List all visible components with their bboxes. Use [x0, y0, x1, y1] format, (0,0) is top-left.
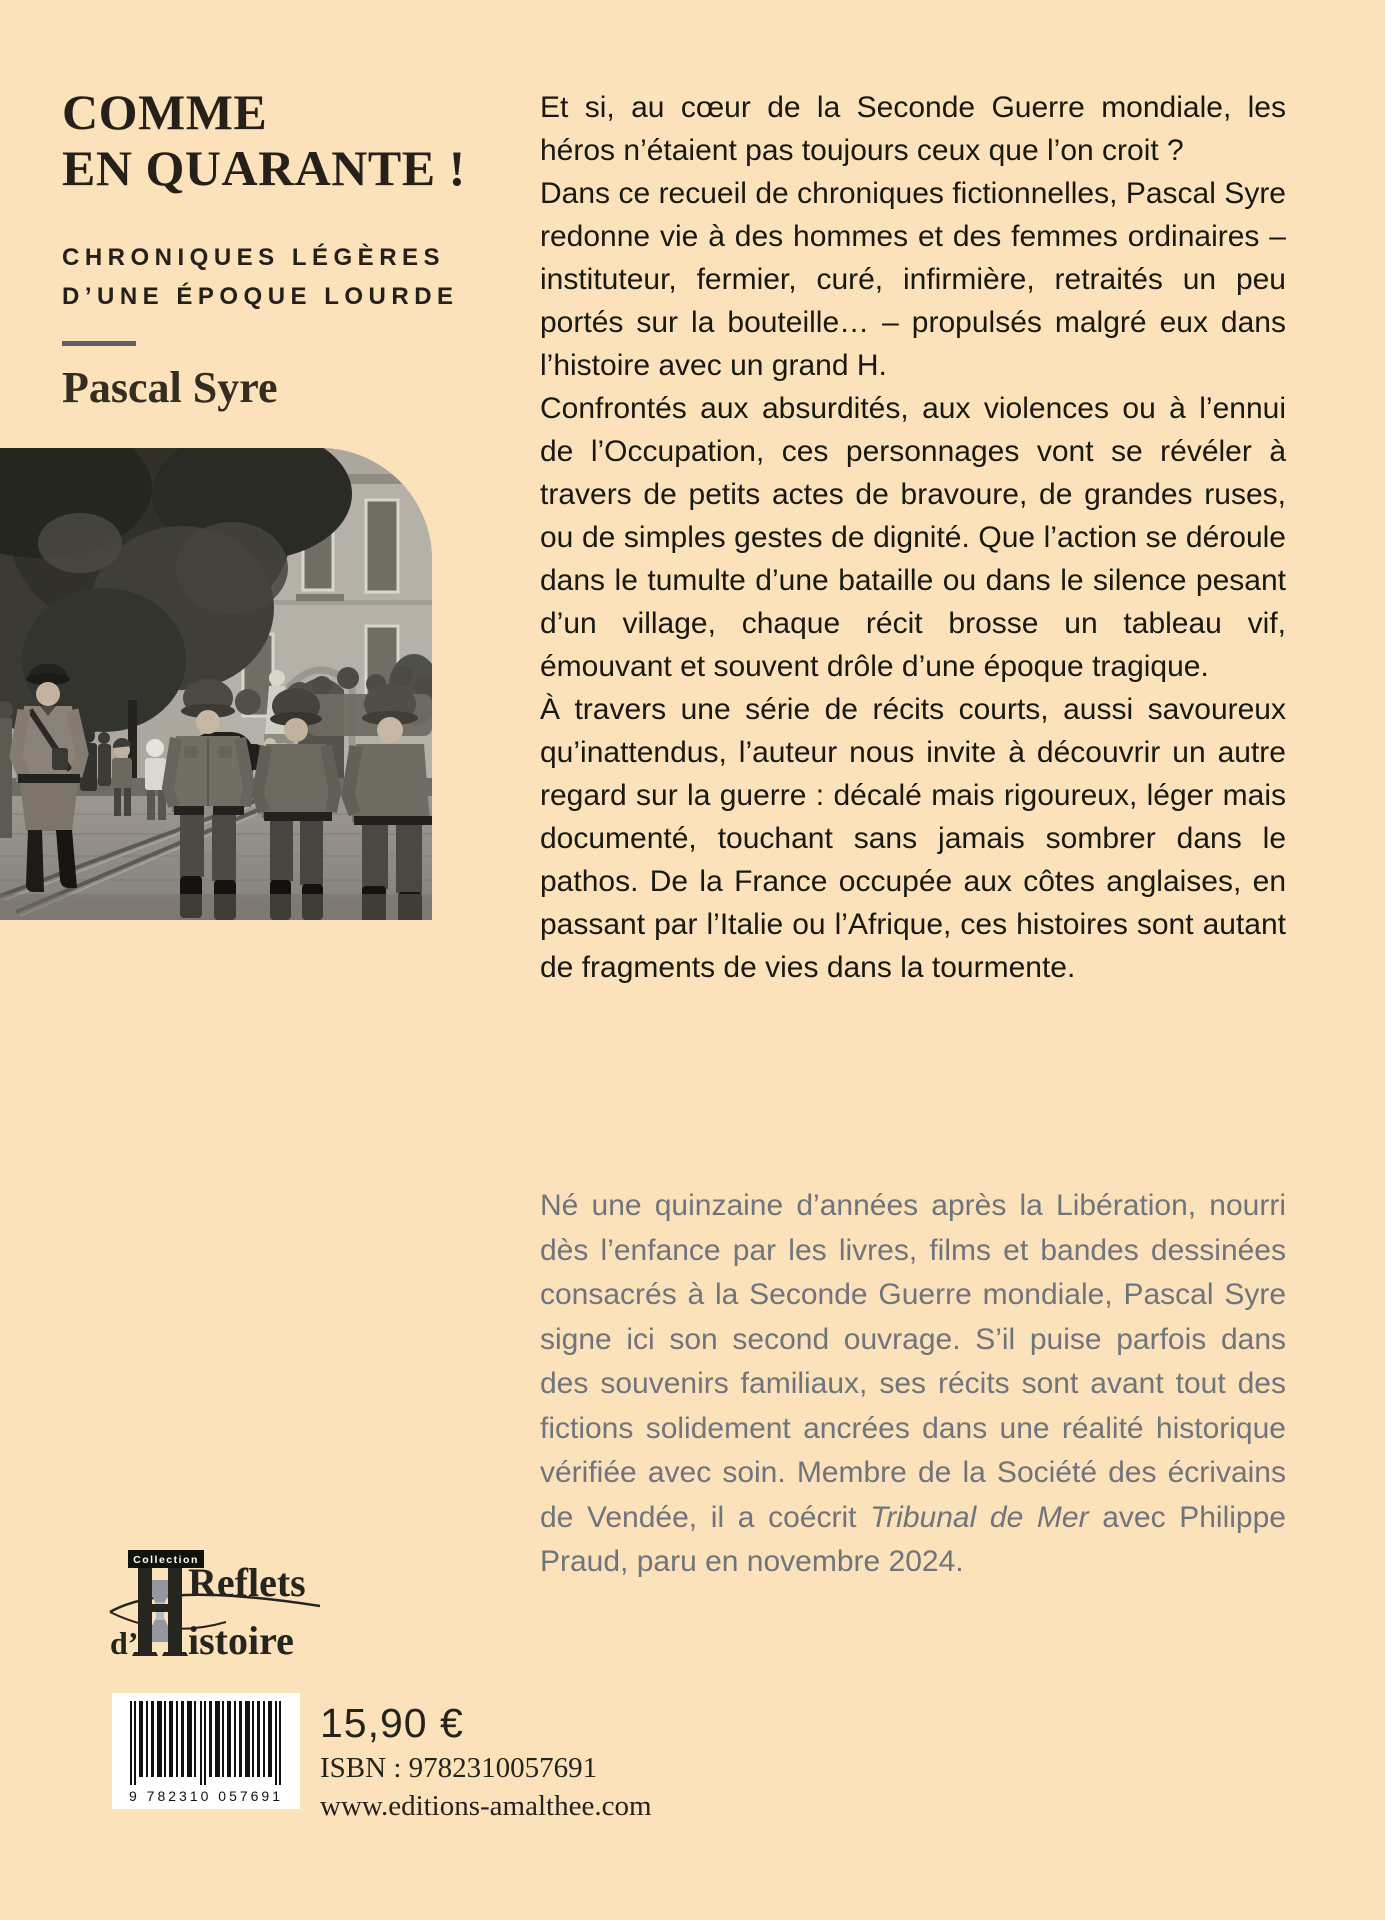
subtitle-line-2: D’UNE ÉPOQUE LOURDE [62, 283, 459, 310]
logo-reflets: Reflets [188, 1560, 306, 1605]
synopsis-paragraph-1: Et si, au cœur de la Seconde Guerre mondiale, les héros n’étaient pas toujours ceux que l’on croit ? [540, 91, 1286, 167]
barcode-bars [112, 1693, 300, 1809]
soldiers-marching-illustration [0, 448, 432, 920]
price: 15,90 € [320, 1700, 464, 1746]
author-name: Pascal Syre [62, 363, 278, 412]
synopsis-paragraph-2: Dans ce recueil de chroniques fictionnelles, Pascal Syre redonne vie à des hommes et des femmes ordinaires – instituteur, fermier, curé, infirmière, retraités un peu portés sur la bouteille… – propulsés malgré eux dans l’histoire avec un grand H. [540, 177, 1286, 382]
synopsis-paragraph-3: Confrontés aux absurdités, aux violences ou à l’ennui de l’Occupation, ces personnages vont se révéler à travers de petits actes de bravoure, de grandes ruses, ou de simples gestes de dignité. Que l’action se déroule dans le tumulte d’une bataille ou dans le silence pesant d’un village, chaque récit brosse un tableau vif, émouvant et souvent drôle d’une époque tragique. [540, 392, 1286, 683]
divider [62, 341, 136, 346]
title-line-2: EN QUARANTE ! [62, 140, 466, 196]
publisher-website: www.editions-amalthee.com [320, 1790, 652, 1822]
bio-book-title: Tribunal de Mer [870, 1500, 1089, 1534]
logo-istoire: istoire [188, 1618, 294, 1663]
bio-paragraph [540, 1184, 1286, 1585]
collection-logo [108, 1548, 323, 1680]
reflets-histoire-logo [108, 1548, 323, 1680]
subtitle-line-1: CHRONIQUES LÉGÈRES [62, 244, 446, 271]
page-title [62, 84, 482, 196]
title-line-1: COMME [62, 84, 268, 140]
synopsis [540, 86, 1286, 989]
cover-photo [0, 448, 432, 920]
bio-text-after: avec Philippe Praud, paru en novembre 2024. [540, 1500, 1286, 1578]
collection-label: Collection [133, 1554, 199, 1566]
bio-text-before: Né une quinzaine d’années après la Libération, nourri dès l’enfance par les livres, films et bandes dessinées consacrés à la Seconde Guerre mondiale, Pascal Syre signe ici son second ouvrage. S’il puise parfois dans des souvenirs familiaux, ses récits sont avant tout des fictions solidement ancrées dans une réalité historique vérifiée avec soin. Membre de la Société des écrivains de Vendée, il a coécrit [540, 1189, 1286, 1534]
barcode-digits: 9 782310 057691 [129, 1788, 283, 1804]
barcode [112, 1693, 300, 1809]
synopsis-paragraph-4: À travers une série de récits courts, aussi savoureux qu’inattendus, l’auteur nous invite à découvrir un autre regard sur la guerre : décalé mais rigoureux, léger mais documenté, touchant sans jamais sombrer dans le pathos. De la France occupée aux côtes anglaises, en passant par l’Italie ou l’Afrique, ces histoires sont autant de fragments de vies dans la tourmente. [540, 693, 1286, 984]
book-subtitle [62, 238, 492, 316]
isbn: ISBN : 9782310057691 [320, 1752, 598, 1784]
author-bio [540, 1184, 1286, 1585]
logo-d-apostrophe: d’ [110, 1625, 139, 1661]
